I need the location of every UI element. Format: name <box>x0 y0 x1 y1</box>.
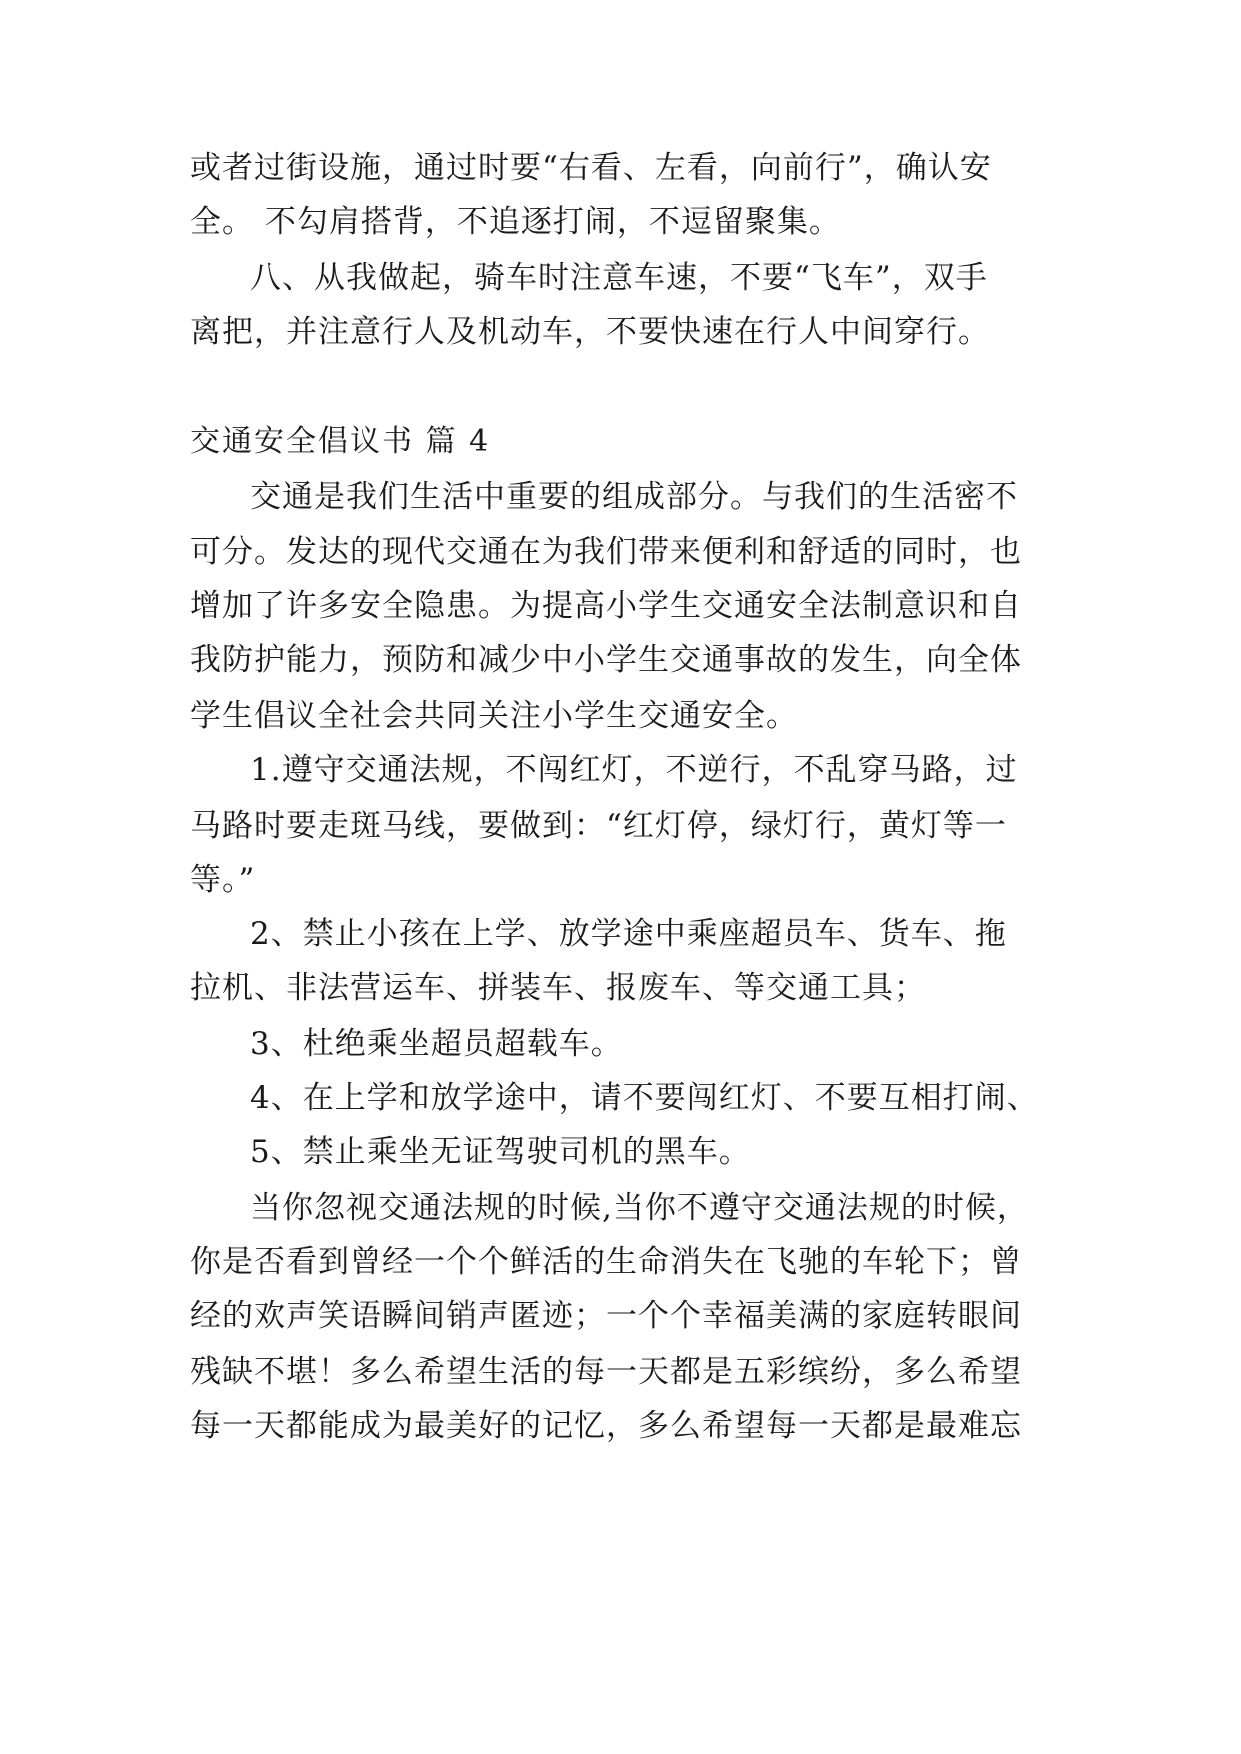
text-line: 八、从我做起，骑车时注意车速，不要“飞车”，双手 <box>250 260 988 296</box>
text-line: 增加了许多安全隐患。为提高小学生交通安全法制意识和自 <box>190 588 1022 624</box>
text-line: 马路时要走斑马线，要做到：“红灯停，绿灯行，黄灯等一 <box>190 808 1007 844</box>
text-line: 全。 不勾肩搭背，不追逐打闹，不逗留聚集。 <box>190 204 841 240</box>
text-line: 5、禁止乘坐无证驾驶司机的黑车。 <box>250 1134 751 1170</box>
text-line: 你是否看到曾经一个个鲜活的生命消失在飞驰的车轮下；曾 <box>190 1244 1022 1280</box>
text-line: 经的欢声笑语瞬间销声匿迹；一个个幸福美满的家庭转眼间 <box>190 1298 1022 1334</box>
text-line: 可分。发达的现代交通在为我们带来便利和舒适的同时，也 <box>190 534 1022 570</box>
text-line: 2、禁止小孩在上学、放学途中乘座超员车、货车、拖 <box>250 916 1007 952</box>
text-line: 当你忽视交通法规的时候,当你不遵守交通法规的时候， <box>250 1190 1029 1226</box>
text-line: 等。” <box>190 862 256 898</box>
section-heading: 交通安全倡议书 篇 4 <box>190 424 491 459</box>
text-line: 1.遵守交通法规，不闯红灯，不逆行，不乱穿马路，过 <box>250 752 1018 788</box>
text-line: 学生倡议全社会共同关注小学生交通安全。 <box>190 698 798 734</box>
text-line: 3、杜绝乘坐超员超载车。 <box>250 1026 623 1062</box>
text-line: 残缺不堪！多么希望生活的每一天都是五彩缤纷，多么希望 <box>190 1354 1022 1390</box>
text-line: 交通是我们生活中重要的组成部分。与我们的生活密不 <box>250 479 1018 515</box>
text-line: 或者过街设施，通过时要“右看、左看，向前行”，确认安 <box>190 150 992 186</box>
text-line: 离把，并注意行人及机动车，不要快速在行人中间穿行。 <box>190 314 990 350</box>
text-line: 拉机、非法营运车、拼装车、报废车、等交通工具； <box>190 970 926 1006</box>
text-line: 每一天都能成为最美好的记忆，多么希望每一天都是最难忘 <box>190 1408 1022 1444</box>
text-line: 我防护能力，预防和减少中小学生交通事故的发生，向全体 <box>190 642 1022 678</box>
text-line: 4、在上学和放学途中，请不要闯红灯、不要互相打闹、 <box>250 1080 1039 1116</box>
